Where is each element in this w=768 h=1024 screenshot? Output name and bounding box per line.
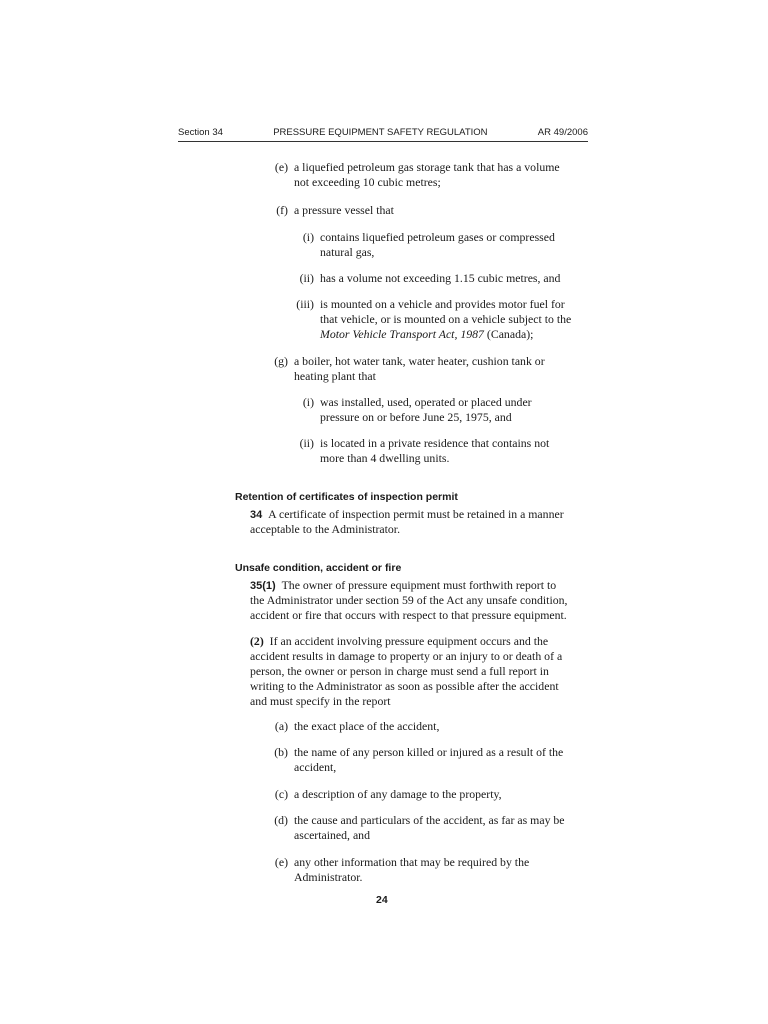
section-35-1-line: accident or fire that occurs with respect to that pressure equipment. xyxy=(250,608,567,622)
clause-text: a liquefied petroleum gas storage tank that has a volume xyxy=(294,160,560,174)
clause-text: ascertained, and xyxy=(294,828,370,842)
clause-text: a description of any damage to the property, xyxy=(294,787,502,801)
section-number: 34 xyxy=(250,509,263,521)
act-title-suffix: (Canada); xyxy=(483,327,534,341)
subclause-text: was installed, used, operated or placed under xyxy=(320,395,532,409)
clause-text: a boiler, hot water tank, water heater, cushion tank or xyxy=(294,354,545,368)
section-35-1-text xyxy=(250,578,556,594)
clause-text: accident, xyxy=(294,760,337,774)
clause-text: the cause and particulars of the accident, as far as may be xyxy=(294,813,565,827)
clause-label: (f) xyxy=(276,203,288,217)
clause-label: (c) xyxy=(274,787,288,801)
header-title: PRESSURE EQUIPMENT SAFETY REGULATION xyxy=(273,127,488,138)
section-35-1-line: The owner of pressure equipment must forthwith report to xyxy=(281,578,557,592)
subclause-text: pressure on or before June 25, 1975, and xyxy=(320,410,512,424)
section-35-2-line: If an accident involving pressure equipment occurs and the xyxy=(269,634,549,648)
section-35-2-line: and must specify in the report xyxy=(250,694,391,708)
clause-label: (g) xyxy=(274,354,288,368)
clause-text: a pressure vessel that xyxy=(294,203,394,217)
header-section: Section 34 xyxy=(178,127,223,138)
clause-text: heating plant that xyxy=(294,369,376,383)
clause-text: the exact place of the accident, xyxy=(294,719,440,733)
clause-label: (d) xyxy=(274,813,288,827)
subclause-text: contains liquefied petroleum gases or compressed xyxy=(320,230,555,244)
subclause-label: (ii) xyxy=(299,271,314,285)
clause-label: (b) xyxy=(274,745,288,759)
subclause-label: (i) xyxy=(302,230,314,244)
act-title: Motor Vehicle Transport Act, 1987 xyxy=(320,327,484,341)
page-number: 24 xyxy=(376,894,388,906)
header-reg: AR 49/2006 xyxy=(537,127,588,138)
section-35-2-text xyxy=(250,634,548,649)
clause-text: not exceeding 10 cubic metres; xyxy=(294,175,441,189)
clause-text: any other information that may be required by the xyxy=(294,855,530,869)
clause-text: Administrator. xyxy=(294,870,363,884)
section-number: 35(1) xyxy=(250,580,276,592)
clause-text: the name of any person killed or injured as a result of the xyxy=(294,745,564,759)
subclause-label: (ii) xyxy=(299,436,314,450)
subclause-text: that vehicle, or is mounted on a vehicle subject to the xyxy=(320,312,572,326)
subclause-label: (i) xyxy=(302,395,314,409)
running-header xyxy=(178,127,588,142)
section-35-2-line: person, the owner or person in charge must send a full report in xyxy=(250,664,549,678)
section-35-heading: Unsafe condition, accident or fire xyxy=(235,562,402,574)
clause-label: (e) xyxy=(274,160,288,174)
section-34-line: A certificate of inspection permit must be retained in a manner xyxy=(268,507,564,521)
section-34-text xyxy=(250,507,564,523)
section-35-1-line: the Administrator under section 59 of the Act any unsafe condition, xyxy=(250,593,568,607)
clause-label: (e) xyxy=(274,855,288,869)
subclause-text: more than 4 dwelling units. xyxy=(320,451,450,465)
section-35-2-line: writing to the Administrator as soon as possible after the accident xyxy=(250,679,559,693)
subclause-text: is mounted on a vehicle and provides motor fuel for xyxy=(320,297,565,311)
clause-label: (a) xyxy=(274,719,288,733)
section-34-heading: Retention of certificates of inspection permit xyxy=(235,491,458,503)
subsection-number: (2) xyxy=(250,634,264,648)
subclause-text: has a volume not exceeding 1.15 cubic metres, and xyxy=(320,271,561,285)
section-34-line: acceptable to the Administrator. xyxy=(250,522,401,536)
subclause-text: is located in a private residence that contains not xyxy=(320,436,550,450)
section-35-2-line: accident results in damage to property or an injury to or death of a xyxy=(250,649,563,663)
subclause-text xyxy=(320,327,533,342)
subclause-text: natural gas, xyxy=(320,245,375,259)
subclause-label: (iii) xyxy=(296,297,314,311)
